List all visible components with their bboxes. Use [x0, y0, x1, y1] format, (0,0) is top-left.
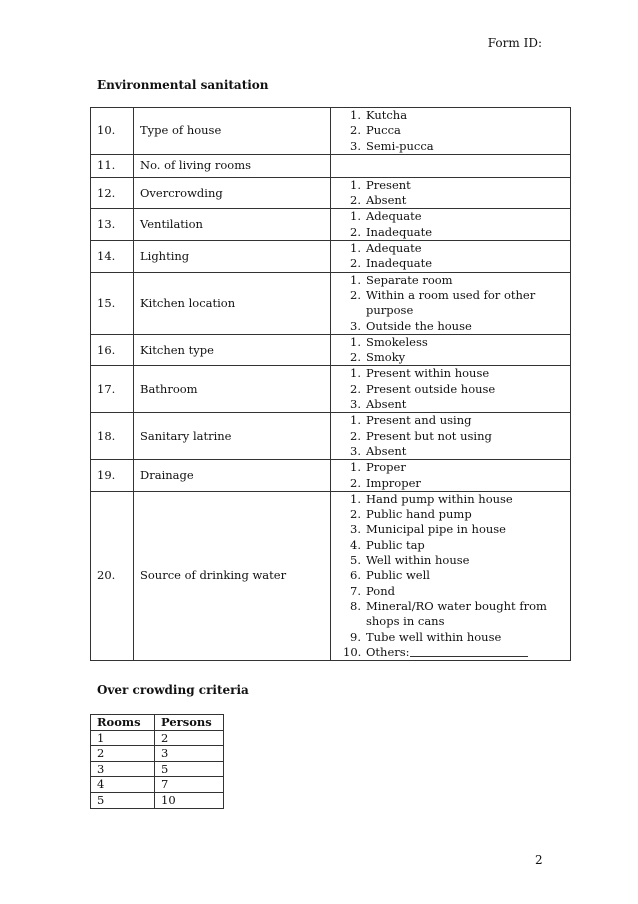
question-number: 10.: [91, 108, 134, 155]
page-number: 2: [535, 853, 543, 867]
option-text: Present and using: [366, 413, 472, 428]
option-item: [343, 460, 570, 475]
option-number: 8.: [350, 598, 361, 613]
answer-options: [331, 177, 571, 209]
option-text: Inadequate: [366, 224, 433, 239]
option-number: 1.: [350, 177, 361, 192]
option-text: Tube well within house: [366, 629, 502, 644]
option-item: [343, 241, 570, 256]
answer-options: [331, 334, 571, 366]
question-number: 11.: [91, 154, 134, 177]
option-item: [343, 350, 570, 365]
option-list: [331, 178, 570, 209]
criteria-header-persons: Persons: [155, 715, 224, 731]
question-row: [91, 272, 571, 334]
option-text: Outside the house: [366, 318, 472, 333]
option-text: Present: [366, 177, 411, 192]
option-item: [343, 538, 570, 553]
question-number: 12.: [91, 177, 134, 209]
option-item: [343, 288, 570, 319]
criteria-row: [91, 761, 224, 777]
option-text: Proper: [366, 460, 406, 475]
section-title-environmental-sanitation: Environmental sanitation: [97, 78, 269, 92]
answer-options: [331, 460, 571, 492]
option-text: Improper: [366, 475, 421, 490]
option-list: [331, 366, 570, 412]
option-item: [343, 413, 570, 428]
criteria-rooms-cell: 5: [91, 792, 155, 808]
option-text: Pucca: [366, 123, 401, 138]
answer-options: [331, 413, 571, 460]
criteria-persons-cell: 2: [155, 730, 224, 746]
question-label: Overcrowding: [134, 177, 331, 209]
criteria-rooms-cell: 1: [91, 730, 155, 746]
option-number: 2.: [350, 287, 361, 302]
question-label: Lighting: [134, 241, 331, 273]
answer-options: [331, 108, 571, 155]
criteria-rooms-cell: 3: [91, 761, 155, 777]
option-item: [343, 319, 570, 334]
option-text: Municipal pipe in house: [366, 522, 506, 537]
option-item: [343, 178, 570, 193]
option-number: 3.: [350, 522, 361, 537]
question-row: [91, 460, 571, 492]
option-text: Within a room used for other purpose: [366, 287, 536, 318]
criteria-persons-cell: 5: [155, 761, 224, 777]
question-label: No. of living rooms: [134, 154, 331, 177]
question-number: 19.: [91, 460, 134, 492]
overcrowding-criteria-table: [90, 714, 224, 809]
question-row: [91, 154, 571, 177]
question-label: Drainage: [134, 460, 331, 492]
option-text: Absent: [366, 397, 407, 412]
question-number: 17.: [91, 366, 134, 413]
option-number: 1.: [350, 108, 361, 122]
option-text: Present outside house: [366, 381, 496, 396]
option-list: [331, 209, 570, 240]
option-list: [331, 335, 570, 366]
option-text: Absent: [366, 193, 407, 208]
option-item: [343, 209, 570, 224]
criteria-header-row: [91, 715, 224, 731]
option-number: 2.: [350, 193, 361, 208]
option-number: 2.: [350, 475, 361, 490]
option-text: Semi-pucca: [366, 138, 434, 153]
option-number: 7.: [350, 583, 361, 598]
option-text: Absent: [366, 443, 407, 458]
option-item: [343, 599, 570, 630]
criteria-persons-cell: 7: [155, 777, 224, 793]
option-item: [343, 382, 570, 397]
question-label: Source of drinking water: [134, 491, 331, 660]
option-number: 10.: [343, 644, 362, 659]
option-item: [343, 256, 570, 271]
option-text: Smokeless: [366, 334, 428, 349]
answer-options: [331, 272, 571, 334]
option-number: 6.: [350, 568, 361, 583]
option-list: [331, 413, 570, 459]
option-text: Public well: [366, 568, 430, 583]
option-number: 4.: [350, 537, 361, 552]
option-item: [343, 444, 570, 459]
option-list: [331, 460, 570, 491]
option-item: [343, 139, 570, 154]
option-number: 2.: [350, 381, 361, 396]
option-text: Hand pump within house: [366, 491, 513, 506]
option-number: 3.: [350, 138, 361, 153]
option-item: [343, 645, 570, 660]
question-label: Bathroom: [134, 366, 331, 413]
question-label: Type of house: [134, 108, 331, 155]
option-number: 2.: [350, 123, 361, 138]
option-item: [343, 108, 570, 123]
answer-options: [331, 209, 571, 241]
criteria-persons-cell: 3: [155, 746, 224, 762]
option-number: 2.: [350, 428, 361, 443]
option-text: Adequate: [366, 241, 422, 256]
criteria-rooms-cell: 4: [91, 777, 155, 793]
question-row: [91, 413, 571, 460]
option-item: [343, 553, 570, 568]
option-number: 1.: [350, 491, 361, 506]
question-label: Kitchen location: [134, 272, 331, 334]
criteria-header-rooms: Rooms: [91, 715, 155, 731]
option-text: Public tap: [366, 537, 425, 552]
option-item: [343, 507, 570, 522]
answer-options: [331, 366, 571, 413]
option-number: 2.: [350, 224, 361, 239]
question-row: [91, 241, 571, 273]
option-number: 1.: [350, 460, 361, 475]
option-item: [343, 397, 570, 412]
option-item: [343, 522, 570, 537]
question-label: Sanitary latrine: [134, 413, 331, 460]
option-text: Others:: [366, 644, 410, 659]
answer-options: [331, 241, 571, 273]
option-item: [343, 429, 570, 444]
criteria-persons-cell: 10: [155, 792, 224, 808]
option-number: 3.: [350, 397, 361, 412]
option-text: Inadequate: [366, 256, 433, 271]
option-text: Smoky: [366, 350, 406, 365]
question-number: 15.: [91, 272, 134, 334]
option-item: [343, 366, 570, 381]
option-number: 1.: [350, 334, 361, 349]
option-item: [343, 273, 570, 288]
option-item: [343, 492, 570, 507]
option-list: [331, 273, 570, 334]
question-row: [91, 209, 571, 241]
question-number: 20.: [91, 491, 134, 660]
option-text: Present but not using: [366, 428, 492, 443]
option-text: Adequate: [366, 209, 422, 224]
option-number: 1.: [350, 413, 361, 428]
criteria-row: [91, 792, 224, 808]
criteria-row: [91, 730, 224, 746]
option-number: 1.: [350, 366, 361, 381]
option-number: 2.: [350, 350, 361, 365]
option-text: Well within house: [366, 553, 470, 568]
option-item: [343, 584, 570, 599]
option-text: Separate room: [366, 272, 453, 287]
option-item: [343, 568, 570, 583]
option-item: [343, 476, 570, 491]
option-text: Pond: [366, 583, 395, 598]
option-item: [343, 193, 570, 208]
form-id-label: Form ID:: [487, 36, 542, 50]
question-row: [91, 334, 571, 366]
question-number: 14.: [91, 241, 134, 273]
option-text: Public hand pump: [366, 507, 472, 522]
criteria-row: [91, 746, 224, 762]
option-list: [331, 492, 570, 660]
others-fill-line[interactable]: [410, 645, 528, 657]
question-row: [91, 108, 571, 155]
answer-options: [331, 154, 571, 177]
option-text: Present within house: [366, 366, 490, 381]
option-number: 2.: [350, 256, 361, 271]
question-label: Ventilation: [134, 209, 331, 241]
answer-options: [331, 491, 571, 660]
option-item: [343, 225, 570, 240]
option-number: 3.: [350, 318, 361, 333]
question-label: Kitchen type: [134, 334, 331, 366]
option-number: 3.: [350, 443, 361, 458]
option-list: [331, 108, 570, 154]
option-text: Kutcha: [366, 108, 408, 122]
criteria-rooms-cell: 2: [91, 746, 155, 762]
option-number: 2.: [350, 507, 361, 522]
option-text: Mineral/RO water bought from shops in cans: [366, 598, 547, 629]
question-number: 16.: [91, 334, 134, 366]
section-title-overcrowding-criteria: Over crowding criteria: [97, 683, 249, 697]
question-row: [91, 491, 571, 660]
option-number: 1.: [350, 241, 361, 256]
question-row: [91, 177, 571, 209]
option-item: [343, 335, 570, 350]
question-number: 18.: [91, 413, 134, 460]
option-number: 1.: [350, 272, 361, 287]
question-number: 13.: [91, 209, 134, 241]
criteria-row: [91, 777, 224, 793]
option-item: [343, 630, 570, 645]
sanitation-table-body: [91, 108, 571, 661]
sanitation-table: [90, 107, 571, 661]
option-item: [343, 123, 570, 138]
option-number: 1.: [350, 209, 361, 224]
question-row: [91, 366, 571, 413]
option-number: 5.: [350, 553, 361, 568]
option-number: 9.: [350, 629, 361, 644]
option-list: [331, 241, 570, 272]
